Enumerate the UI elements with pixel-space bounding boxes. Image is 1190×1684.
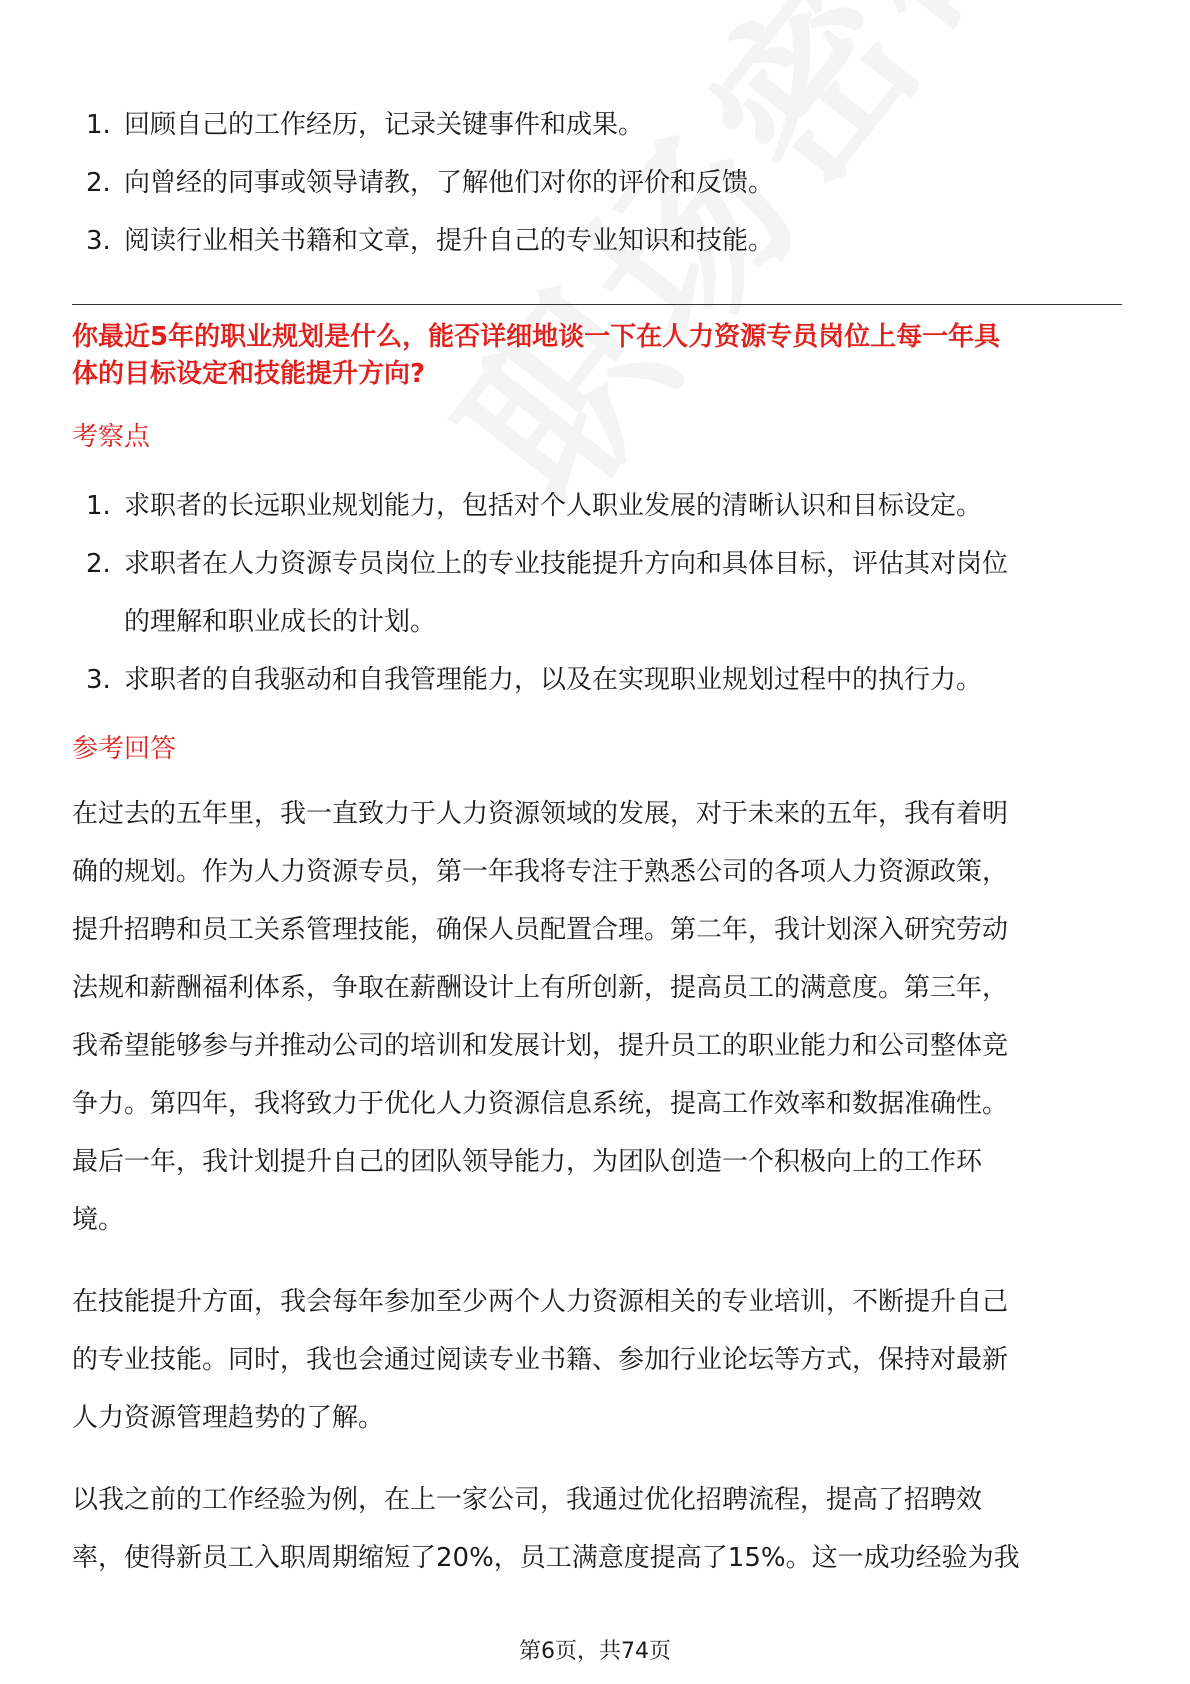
list-number: 2. xyxy=(86,168,111,198)
list-text: 求职者的自我驱动和自我管理能力，以及在实现职业规划过程中的执行力。 xyxy=(124,665,983,695)
list-item xyxy=(72,651,1122,709)
section-heading-exam: 考察点 xyxy=(72,422,151,452)
intro-list xyxy=(72,96,1122,270)
list-item xyxy=(72,535,1122,651)
paragraph-line: 率，使得新员工入职周期缩短了20%，员工满意度提高了15%。这一成功经验为我 xyxy=(72,1543,1020,1573)
paragraph-line: 在技能提升方面，我会每年参加至少两个人力资源相关的专业培训，不断提升自己 xyxy=(72,1287,1009,1317)
list-text: 求职者的长远职业规划能力，包括对个人职业发展的清晰认识和目标设定。 xyxy=(124,491,983,521)
list-text: 回顾自己的工作经历，记录关键事件和成果。 xyxy=(124,110,645,140)
paragraph-line: 的专业技能。同时，我也会通过阅读专业书籍、参加行业论坛等方式，保持对最新 xyxy=(72,1345,1009,1375)
list-number: 2. xyxy=(86,549,111,579)
question-title xyxy=(72,319,1122,393)
page-number-footer: 第6页，共74页 xyxy=(519,1639,671,1664)
section-divider xyxy=(72,304,1122,305)
paragraph-line: 人力资源管理趋势的了解。 xyxy=(72,1403,385,1433)
paragraph-line: 提升招聘和员工关系管理技能，确保人员配置合理。第二年，我计划深入研究劳动 xyxy=(72,915,1009,945)
list-text: 向曾经的同事或领导请教，了解他们对你的评价和反馈。 xyxy=(124,168,775,198)
list-item xyxy=(72,477,1122,535)
list-number: 1. xyxy=(86,110,111,140)
list-text: 的理解和职业成长的计划。 xyxy=(124,607,437,637)
list-number: 3. xyxy=(86,226,111,256)
question-line: 你最近5年的职业规划是什么，能否详细地谈一下在人力资源专员岗位上每一年具 xyxy=(72,322,1001,352)
section-heading-answer: 参考回答 xyxy=(72,734,177,764)
paragraph-line: 境。 xyxy=(72,1205,125,1235)
answer-paragraph xyxy=(72,1273,1122,1447)
paragraph-line: 在过去的五年里，我一直致力于人力资源领域的发展，对于未来的五年，我有着明 xyxy=(72,799,1009,829)
paragraph-line: 确的规划。作为人力资源专员，第一年我将专注于熟悉公司的各项人力资源政策， xyxy=(72,857,1009,887)
answer-paragraph xyxy=(72,785,1122,1249)
paragraph-line: 我希望能够参与并推动公司的培训和发展计划，提升员工的职业能力和公司整体竞 xyxy=(72,1031,1009,1061)
paragraph-line: 法规和薪酬福利体系，争取在薪酬设计上有所创新，提高员工的满意度。第三年， xyxy=(72,973,1009,1003)
paragraph-line: 最后一年，我计划提升自己的团队领导能力，为团队创造一个积极向上的工作环 xyxy=(72,1147,983,1177)
page-content xyxy=(72,96,1122,1611)
list-item xyxy=(72,212,1122,270)
list-item xyxy=(72,96,1122,154)
paragraph-line: 以我之前的工作经验为例，在上一家公司，我通过优化招聘流程，提高了招聘效 xyxy=(72,1485,983,1515)
answer-paragraph xyxy=(72,1471,1122,1587)
list-text: 阅读行业相关书籍和文章，提升自己的专业知识和技能。 xyxy=(124,226,775,256)
list-text: 求职者在人力资源专员岗位上的专业技能提升方向和具体目标，评估其对岗位 xyxy=(124,549,1009,579)
paragraph-line: 争力。第四年，我将致力于优化人力资源信息系统，提高工作效率和数据准确性。 xyxy=(72,1089,1009,1119)
list-number: 3. xyxy=(86,665,111,695)
exam-list xyxy=(72,477,1122,709)
list-number: 1. xyxy=(86,491,111,521)
list-item xyxy=(72,154,1122,212)
question-line: 体的目标设定和技能提升方向? xyxy=(72,359,426,389)
